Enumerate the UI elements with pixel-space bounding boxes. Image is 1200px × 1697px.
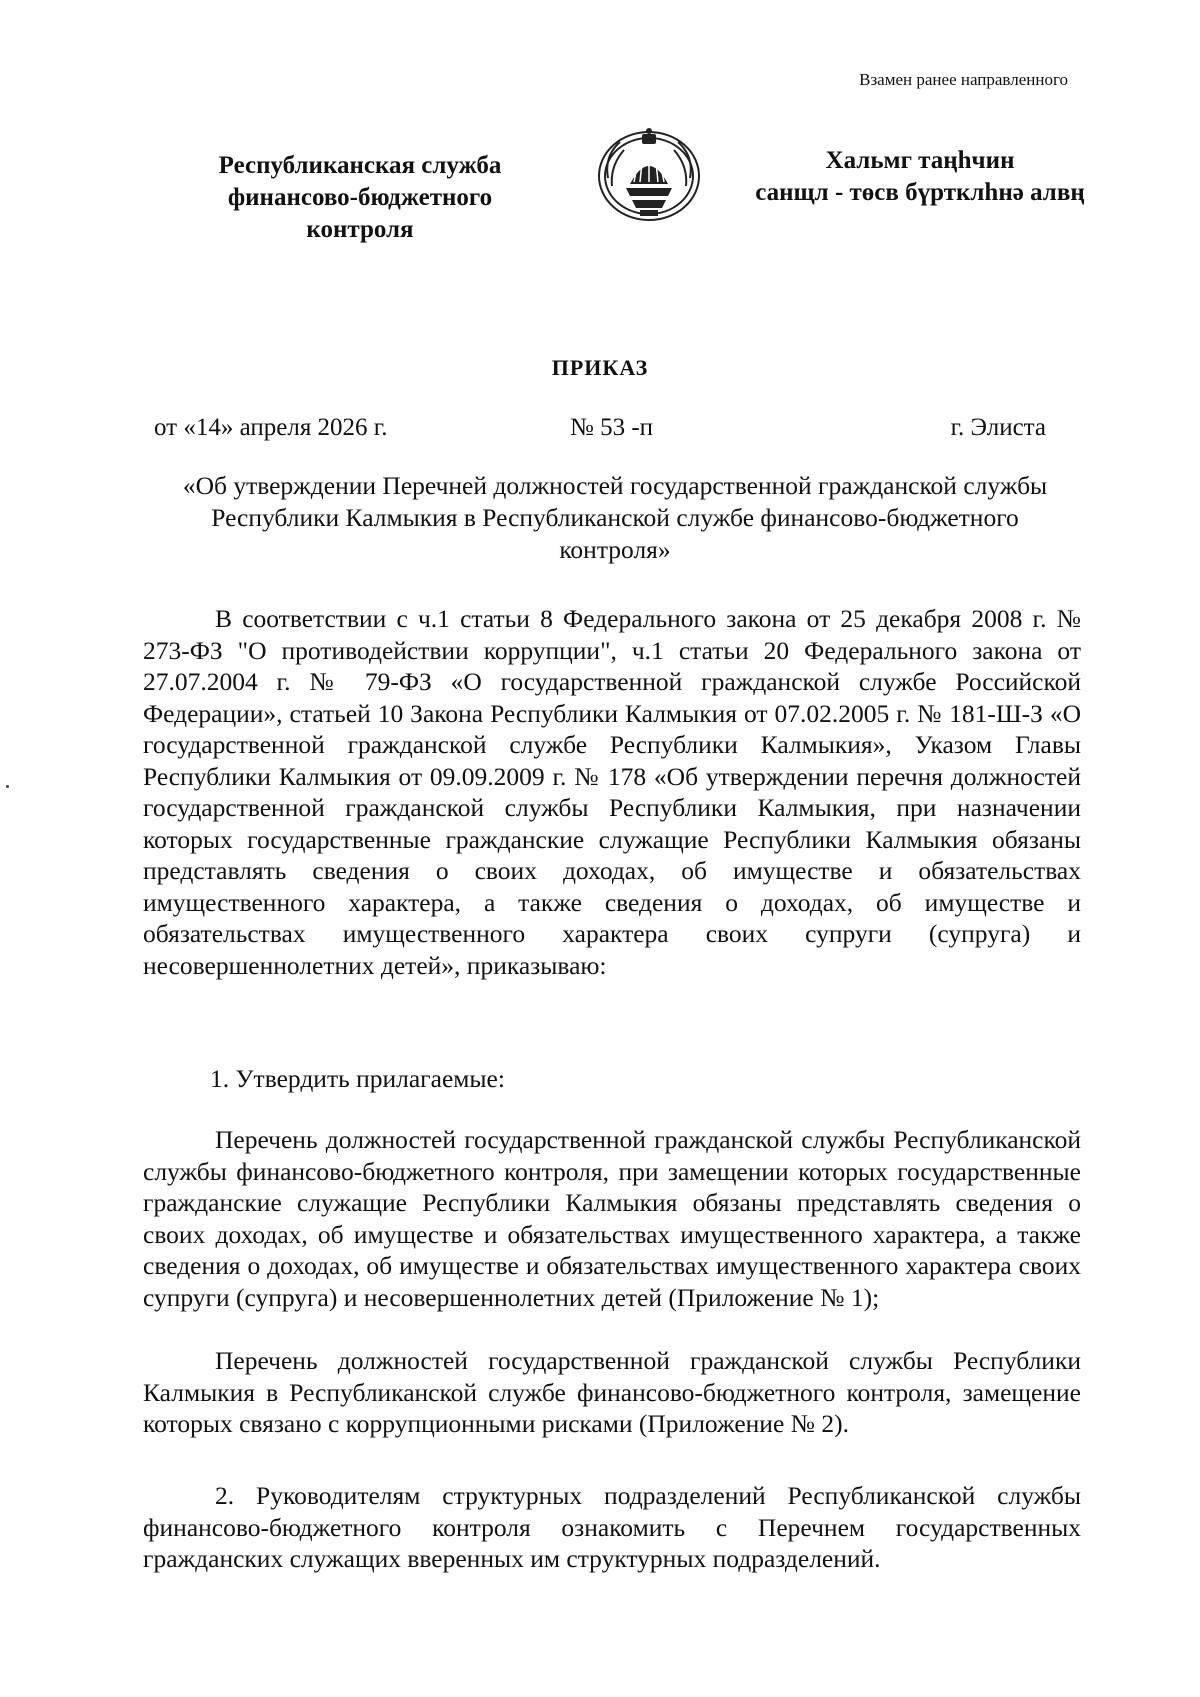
order-city: г. Элиста bbox=[950, 414, 1046, 441]
list-item: Перечень должностей государственной гражданской службы Республиканской службы финансово-бюджетного контроля, при замещении которых государственные гражданские служащие Республики Калмыкия обязаны представлять сведения о своих доходах, об имуществе и обязательствах имущественного характера, а также сведения о доходах, об имуществе и обязательствах имущественного характера своих супруги (супруга) и несовершеннолетних детей (Приложение № 1); bbox=[143, 1125, 1081, 1312]
item-1-heading: 1. Утвердить прилагаемые: bbox=[210, 1064, 505, 1093]
item-2-paragraph: 2. Руководителям структурных подразделений Республиканской службы финансово-бюджетного контроля ознакомить с Перечнем государственных гражданских служащих вверенных им структурных подразделений. bbox=[143, 1481, 1081, 1573]
agency-name-russian bbox=[180, 150, 540, 246]
replacement-note: Взамен ранее направленного bbox=[859, 70, 1068, 89]
agency-name-kalmyk bbox=[720, 145, 1120, 209]
agency-name-line: финансово-бюджетного bbox=[227, 184, 493, 211]
order-number: № 53 -п bbox=[570, 414, 654, 441]
agency-name-line: Хальмг таңһчин bbox=[825, 147, 1015, 174]
preamble-paragraph: В соответствии с ч.1 статьи 8 Федерального закона от 25 декабря 2008 г. № 273-ФЗ "О противодействии коррупции", ч.1 статьи 20 Федерального закона от 27.07.2004 г. № 79-ФЗ «О государственной гражданской службе Российской Федерации», статьей 10 Закона Республики Калмыкия от 07.02.2005 г. № 181-Ш-З «О государственной гражданской службе Республики Калмыкия», Указом Главы Республики Калмыкия от 09.09.2009 г. № 178 «Об утверждении перечня должностей государственной гражданской службы Республики Калмыкия, при назначении которых государственные гражданские служащие Республики Калмыкия обязаны представлять сведения о своих доходах, об имуществе и обязательствах имущественного характера, а также сведения о доходах, об имуществе и обязательствах имущественного характера своих супруги (супруга) и несовершеннолетних детей», приказываю: bbox=[143, 604, 1081, 980]
agency-name-line: Республиканская служба bbox=[218, 152, 502, 179]
agency-name-line: контроля bbox=[306, 216, 414, 243]
order-subject: «Об утверждении Перечней должностей государственной гражданской службы Республики Калмыкия в Республиканской службе финансово-бюджетного контроля» bbox=[182, 471, 1048, 564]
agency-name-line: санщл - төсв бүртклһнә алвң bbox=[755, 179, 1085, 206]
order-date: от «14» апреля 2026 г. bbox=[154, 414, 388, 441]
kalmykia-emblem-icon bbox=[590, 122, 708, 226]
document-title: ПРИКАЗ bbox=[551, 355, 649, 380]
list-item: Перечень должностей государственной гражданской службы Республики Калмыкия в Республиканской службе финансово-бюджетного контроля, замещение которых связано с коррупционными рисками (Приложение № 2). bbox=[143, 1346, 1081, 1438]
scan-artifact bbox=[6, 785, 9, 788]
